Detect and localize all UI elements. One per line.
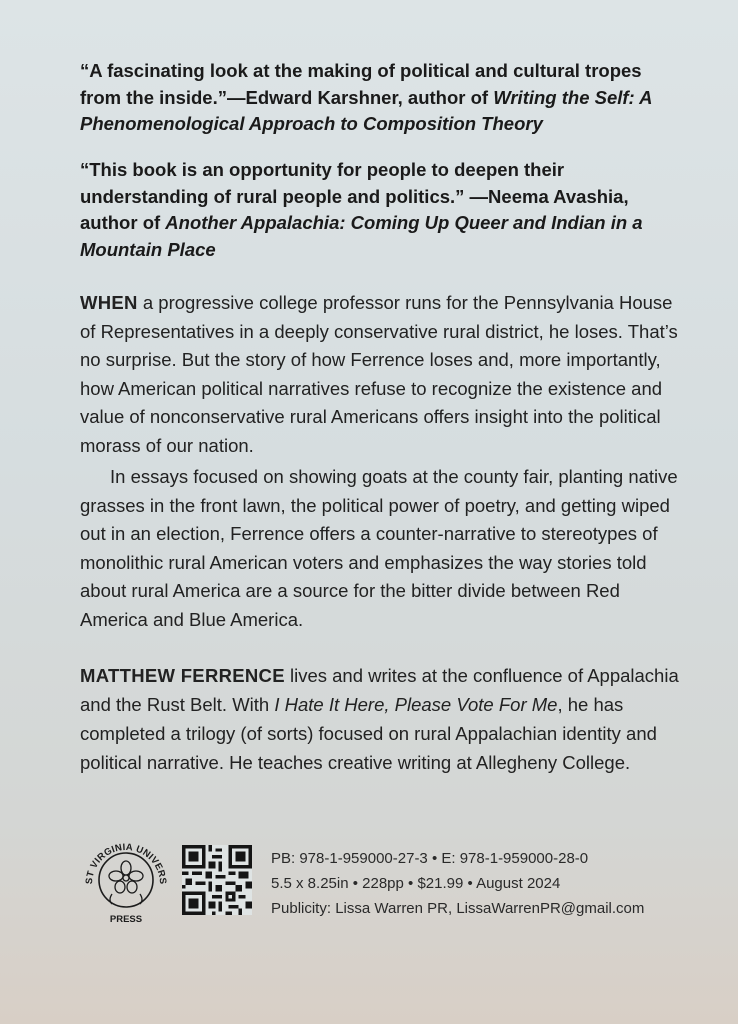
rhododendron-seal-icon <box>78 832 174 928</box>
qr-code-icon <box>182 845 252 915</box>
bio-text: lives and writes at the confluence of Appalachia and the Rust Belt. With <box>80 665 679 715</box>
publicity-line: Publicity: Lissa Warren PR, LissaWarrenPR@gmail.com <box>271 900 645 917</box>
isbn-line: PB: 978-1-959000-27-3 • E: 978-1-959000-28-0 <box>271 850 589 867</box>
description-text: a progressive college professor runs for the Pennsylvania House of Representatives in a deeply conservative rural district, he loses. That’s no surprise. But the story of how Ferrence loses and, more importantly, how American political narratives refuse to recognize the existence and value of nonconservative rural Americans offers insight into the political morass of our nation. <box>80 292 678 456</box>
description-paragraph-2: In essays focused on showing goats at the county fair, planting native grasses in the front lawn, the political power of poetry, and getting wiped out in an election, Ferrence offers a counter-narrative to stereotypes of monolithic rural American voters and emphasizes the way stories told about rural America are a source for the bitter divide between Red America and Blue America. <box>80 466 678 630</box>
description-paragraph-1 <box>80 289 680 460</box>
blurb-quote: “A fascinating look at the making of political and cultural tropes from the inside.”—Edward Karshner, author of <box>80 60 642 108</box>
author-bio <box>80 661 680 777</box>
blurb-work-title: Another Appalachia: Coming Up Queer and Indian in a Mountain Place <box>80 212 643 260</box>
bio-text-end: , he has completed a trilogy (of sorts) focused on rural Appalachian identity and political narrative. He teaches creative writing at Allegheny College. <box>80 694 657 773</box>
seal-bottom-text: PRESS <box>109 914 143 925</box>
blurb-karshner <box>80 58 680 138</box>
specs-line: 5.5 x 8.25in • 228pp • $21.99 • August 2024 <box>271 875 561 892</box>
blurb-avashia <box>80 157 680 263</box>
seal-arc-text: ST VIRGINIA UNIVERS <box>83 841 169 885</box>
author-name: MATTHEW FERRENCE <box>80 665 285 686</box>
publication-info <box>271 846 644 921</box>
bio-book-title: I Hate It Here, Please Vote For Me <box>274 694 558 715</box>
blurb-work-title: Writing the Self: A Phenomenological Approach to Composition Theory <box>80 86 652 134</box>
description-lead-word: WHEN <box>80 292 138 313</box>
blurb-quote: “This book is an opportunity for people to deepen their understanding of rural people and politics.” —Neema Avashia, author of <box>80 159 629 233</box>
